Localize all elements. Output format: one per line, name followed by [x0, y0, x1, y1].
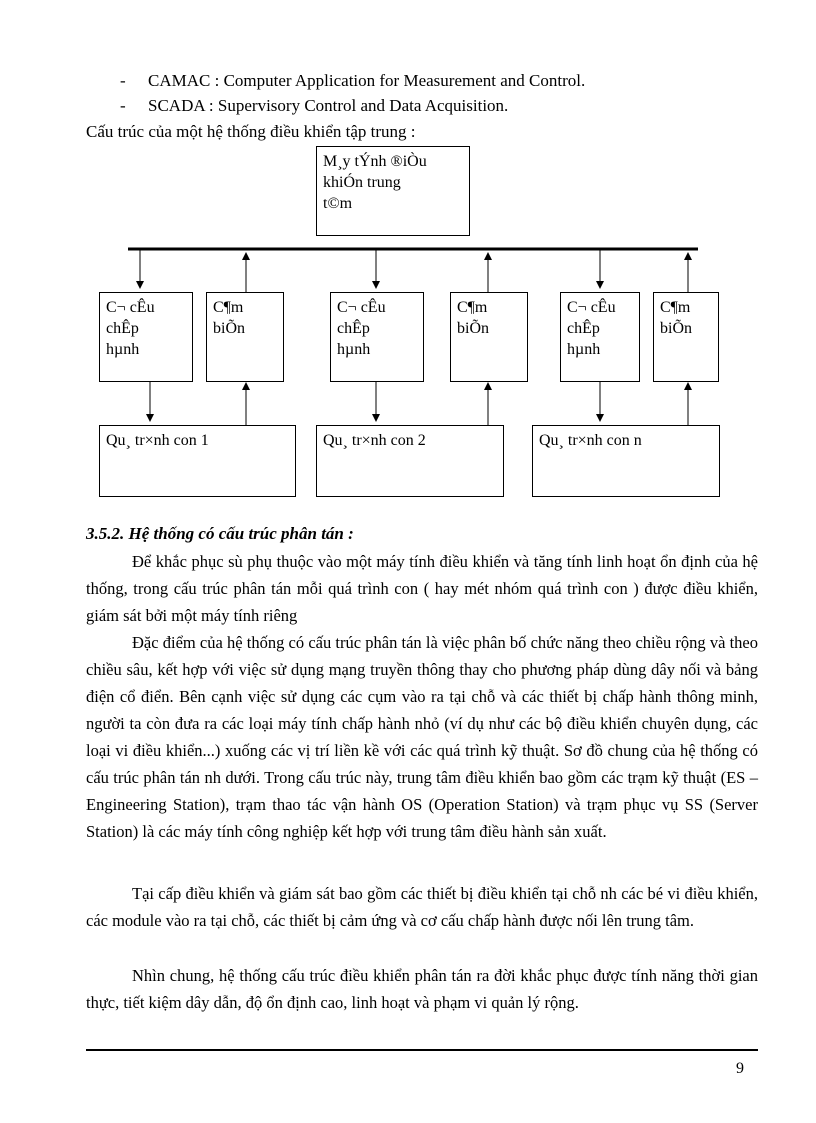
paragraph-3: Tại cấp điều khiển và giám sát bao gồm các thiết bị điều khiển tại chỗ nh các bé vi điều khiển, các module vào ra tại chỗ, các thiết bị cảm ứng và cơ cấu chấp hành được nối lên trung tâm.	[86, 884, 758, 930]
subprocess-box-1: Qu¸ tr×nh con 1	[99, 425, 296, 497]
section-heading: 3.5.2. Hệ thống có cấu trúc phân tán :	[86, 524, 354, 543]
actuator-box-3: C¬ cÊu chÊp hµnh	[560, 292, 640, 382]
bullet-dash: -	[120, 96, 126, 115]
paragraph-4: Nhìn chung, hệ thống cấu trúc điều khiển phân tán ra đời khắc phục được tính năng thời gian thực, tiết kiệm dây dẫn, độ ổn định cao, linh hoạt và phạm vi quản lý rộng.	[86, 966, 758, 1012]
subprocess-box-3: Qu¸ tr×nh con n	[532, 425, 720, 497]
diagram-intro: Cấu trúc của một hệ thống điều khiển tập trung :	[86, 122, 416, 141]
paragraph-2: Đặc điểm của hệ thống có cấu trúc phân tán là việc phân bố chức năng theo chiều rộng và theo chiều sâu, kết hợp với việc sử dụng mạng truyền thông thay cho phương pháp dùng dây nối và bảng điện cổ điển. Bên cạnh việc sử dụng các cụm vào ra tại chỗ và các thiết bị chấp hành thông minh, người ta còn đưa ra các loại máy tính chấp hành nhỏ (ví dụ như các bộ điều khiển chuyên dụng, các loại vi điều khiển...) xuống các vị trí liền kề với các quá trình kỹ thuật. Sơ đồ chung của hệ thống có cấu trúc phân tán nh dưới. Trong cấu trúc này, trung tâm điều khiển bao gồm các trạm kỹ thuật (ES – Engineering Station), trạm thao tác vận hành OS (Operation Station) và trạm phục vụ SS (Server Station) là các máy tính công nghiệp kết hợp với trung tâm điều hành sản xuất.	[86, 633, 758, 841]
bullet-text: SCADA : Supervisory Control and Data Acquisition.	[148, 96, 509, 115]
actuator-box-1: C¬ cÊu chÊp hµnh	[99, 292, 193, 382]
sensor-box-3: C¶m biÕn	[653, 292, 719, 382]
footer-rule	[86, 1049, 758, 1051]
paragraph-1: Để khắc phục sù phụ thuộc vào một máy tính điều khiển và tăng tính linh hoạt ổn định của hệ thống, trong cấu trúc phân tán mỗi quá trình con ( hay mét nhóm quá trình con ) được điều khiển, giám sát bởi một máy tính riêng	[86, 552, 758, 625]
actuator-box-2: C¬ cÊu chÊp hµnh	[330, 292, 424, 382]
bullet-text: CAMAC : Computer Application for Measurement and Control.	[148, 71, 586, 90]
bullet-dash: -	[120, 71, 126, 90]
page-number: 9	[736, 1060, 744, 1077]
central-computer-box: M¸y tÝnh ®iÒu khiÓn trung t©m	[316, 146, 470, 236]
sensor-box-1: C¶m biÕn	[206, 292, 284, 382]
subprocess-box-2: Qu¸ tr×nh con 2	[316, 425, 504, 497]
sensor-box-2: C¶m biÕn	[450, 292, 528, 382]
